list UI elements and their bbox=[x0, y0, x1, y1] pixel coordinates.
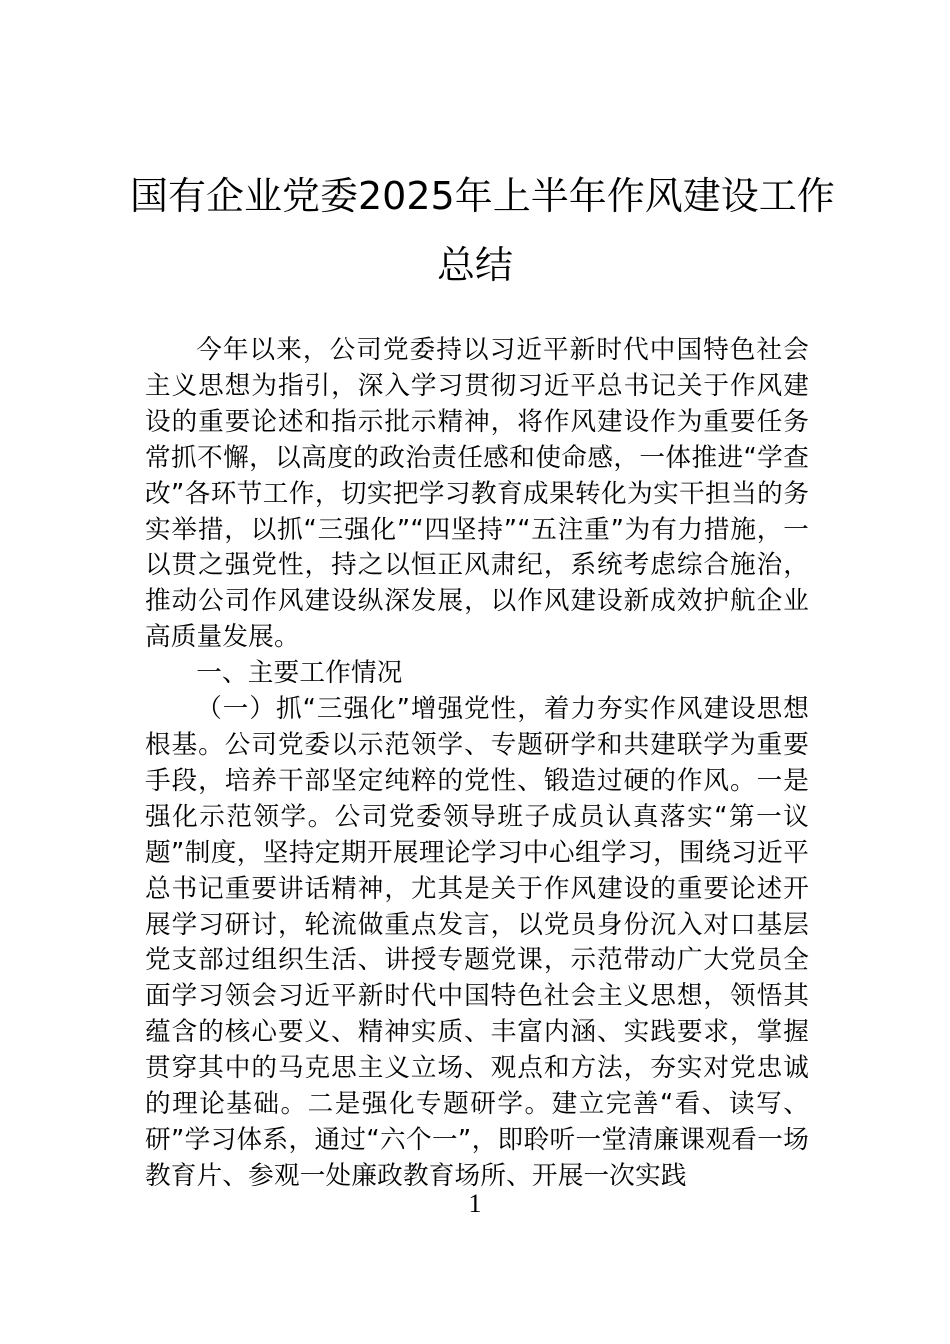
document-body bbox=[145, 333, 809, 1195]
intro-paragraph: 今年以来，公司党委持以习近平新时代中国特色社会主义思想为指引，深入学习贯彻习近平总书记关于作风建设的重要论述和指示批示精神，将作风建设作为重要任务常抓不懈，以高度的政治责任感和使命感，一体推进“学查改”各环节工作，切实把学习教育成果转化为实干担当的务实举措，以抓“三强化”“四坚持”“五注重”为有力措施，一以贯之强党性，持之以恒正风肃纪，系统考虑综合施治，推动公司作风建设纵深发展，以作风建设新成效护航企业高质量发展。 bbox=[145, 335, 809, 653]
section-heading: 一、主要工作情况 bbox=[196, 658, 403, 689]
page-number: 1 bbox=[468, 1189, 482, 1218]
document-title-line-2: 总结 bbox=[436, 243, 513, 287]
subsection-paragraph: （一）抓“三强化”增强党性，着力夯实作风建设思想根基。公司党委以示范领学、专题研学和共建联学为重要手段，培养干部坚定纯粹的党性、锻造过硬的作风。一是强化示范领学。公司党委领导班子成员认真落实“第一议题”制度，坚持定期开展理论学习中心组学习，围绕习近平总书记重要讲话精神，尤其是关于作风建设的重要论述开展学习研讨，轮流做重点发言，以党员身份沉入对口基层党支部过组织生活、讲授专题党课，示范带动广大党员全面学习领会习近平新时代中国特色社会主义思想，领悟其蕴含的核心要义、精神实质、丰富内涵、实践要求，掌握贯穿其中的马克思主义立场、观点和方法，夯实对党忠诚的理论基础。二是强化专题研学。建立完善“看、读写、研”学习体系，通过“六个一”，即聆听一堂清廉课观看一场教育片、参观一处廉政教育场所、开展一次实践 bbox=[145, 694, 809, 1191]
document-title-line-1: 国有企业党委2025年上半年作风建设工作 bbox=[130, 174, 835, 218]
